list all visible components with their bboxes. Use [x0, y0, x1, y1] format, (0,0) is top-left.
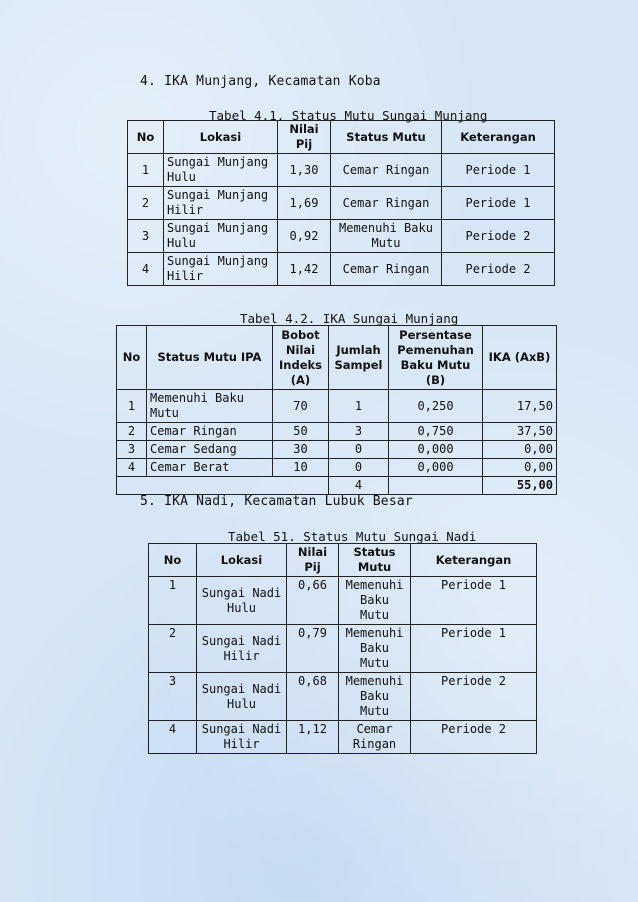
- table-cell: 1,30: [278, 154, 331, 187]
- table-header: Persentase Pemenuhan Baku Mutu (B): [389, 326, 483, 390]
- table-cell: Sungai Nadi Hilir: [197, 721, 287, 754]
- table-row: [128, 220, 555, 253]
- table-cell: Sungai Nadi Hulu: [197, 577, 287, 625]
- table-row: [149, 625, 537, 673]
- table-cell: 0,000: [389, 441, 483, 459]
- table-cell: Cemar Ringan: [331, 154, 442, 187]
- table-cell: Cemar Sedang: [147, 441, 273, 459]
- table-cell: 3: [117, 441, 147, 459]
- table-header: Lokasi: [164, 121, 278, 154]
- table-cell: 0: [329, 441, 389, 459]
- table-cell: Sungai Munjang Hulu: [164, 220, 278, 253]
- table-cell: Periode 1: [442, 154, 555, 187]
- table-header: No: [149, 544, 197, 577]
- table-cell: 1: [117, 390, 147, 423]
- table-cell: Sungai Munjang Hulu: [164, 154, 278, 187]
- table-status-mutu-nadi: [148, 543, 537, 754]
- table-cell: Periode 1: [411, 625, 537, 673]
- table-cell: 0,00: [483, 459, 557, 477]
- table-cell: Sungai Munjang Hilir: [164, 187, 278, 220]
- table-cell: 1,69: [278, 187, 331, 220]
- table-cell: Sungai Nadi Hilir: [197, 625, 287, 673]
- table-cell: 2: [117, 423, 147, 441]
- table-cell: 0,92: [278, 220, 331, 253]
- table-cell: 37,50: [483, 423, 557, 441]
- table-cell: 1: [128, 154, 164, 187]
- table-row: [117, 423, 557, 441]
- table-total-row: [117, 477, 557, 495]
- table-cell: Periode 2: [442, 220, 555, 253]
- table-cell: 0,000: [389, 459, 483, 477]
- section-heading-nadi: 5. IKA Nadi, Kecamatan Lubuk Besar: [140, 494, 413, 509]
- table-cell: Memenuhi Baku Mutu: [331, 220, 442, 253]
- table-cell: Memenuhi Baku Mutu: [339, 625, 411, 673]
- table-cell-empty: [117, 477, 329, 495]
- table-cell: 0: [329, 459, 389, 477]
- table-caption-5-1: Tabel 51. Status Mutu Sungai Nadi: [228, 529, 477, 544]
- table-cell: Cemar Ringan: [147, 423, 273, 441]
- table-cell: 4: [149, 721, 197, 754]
- table-header: Status Mutu: [331, 121, 442, 154]
- table-cell: Periode 1: [411, 577, 537, 625]
- table-cell: Sungai Munjang Hilir: [164, 253, 278, 286]
- table-ika-munjang: [116, 325, 557, 495]
- table-cell: 3: [149, 673, 197, 721]
- total-ika: 55,00: [483, 477, 557, 495]
- table-cell: 0,79: [287, 625, 339, 673]
- table-row: [128, 154, 555, 187]
- total-sampel: 4: [329, 477, 389, 495]
- table-header: Jumlah Sampel: [329, 326, 389, 390]
- section-heading-munjang: 4. IKA Munjang, Kecamatan Koba: [140, 74, 381, 89]
- table-cell: Cemar Berat: [147, 459, 273, 477]
- table-cell: Sungai Nadi Hulu: [197, 673, 287, 721]
- table-cell: Memenuhi Baku Mutu: [147, 390, 273, 423]
- table-header: Keterangan: [411, 544, 537, 577]
- table-cell: 4: [117, 459, 147, 477]
- table-row: [128, 253, 555, 286]
- table-cell: Periode 1: [442, 187, 555, 220]
- table-cell: 30: [273, 441, 329, 459]
- table-cell-empty: [389, 477, 483, 495]
- table-header: Nilai Pij: [287, 544, 339, 577]
- table-cell: Periode 2: [442, 253, 555, 286]
- table-cell: 10: [273, 459, 329, 477]
- table-row: [149, 577, 537, 625]
- table-cell: 4: [128, 253, 164, 286]
- table-cell: 1,12: [287, 721, 339, 754]
- table-cell: Memenuhi Baku Mutu: [339, 577, 411, 625]
- table-cell: 70: [273, 390, 329, 423]
- table-cell: 0,00: [483, 441, 557, 459]
- table-header: Status Mutu IPA: [147, 326, 273, 390]
- table-header: Bobot Nilai Indeks (A): [273, 326, 329, 390]
- table-cell: Cemar Ringan: [331, 187, 442, 220]
- table-cell: 17,50: [483, 390, 557, 423]
- table-status-mutu-munjang: [127, 120, 555, 286]
- table-cell: 2: [128, 187, 164, 220]
- table-cell: 0,250: [389, 390, 483, 423]
- table-row: [117, 390, 557, 423]
- table-cell: 3: [128, 220, 164, 253]
- table-cell: 1,42: [278, 253, 331, 286]
- table-cell: Cemar Ringan: [339, 721, 411, 754]
- table-row: [128, 187, 555, 220]
- table-row: [117, 459, 557, 477]
- table-caption-4-2: Tabel 4.2. IKA Sungai Munjang: [240, 311, 459, 326]
- table-header: No: [117, 326, 147, 390]
- table-header: Keterangan: [442, 121, 555, 154]
- table-row: [149, 673, 537, 721]
- table-cell: Periode 2: [411, 673, 537, 721]
- table-header: Status Mutu: [339, 544, 411, 577]
- table-header: IKA (AxB): [483, 326, 557, 390]
- table-header: Nilai Pij: [278, 121, 331, 154]
- table-cell: 0,66: [287, 577, 339, 625]
- table-cell: 2: [149, 625, 197, 673]
- table-cell: 1: [329, 390, 389, 423]
- table-header: No: [128, 121, 164, 154]
- table-row: [117, 441, 557, 459]
- table-caption-4-1: Tabel 4.1. Status Mutu Sungai Munjang: [209, 108, 488, 123]
- table-cell: 1: [149, 577, 197, 625]
- table-cell: Periode 2: [411, 721, 537, 754]
- table-cell: 3: [329, 423, 389, 441]
- table-cell: Cemar Ringan: [331, 253, 442, 286]
- table-cell: Memenuhi Baku Mutu: [339, 673, 411, 721]
- table-header: Lokasi: [197, 544, 287, 577]
- table-cell: 0,750: [389, 423, 483, 441]
- table-cell: 0,68: [287, 673, 339, 721]
- table-cell: 50: [273, 423, 329, 441]
- table-row: [149, 721, 537, 754]
